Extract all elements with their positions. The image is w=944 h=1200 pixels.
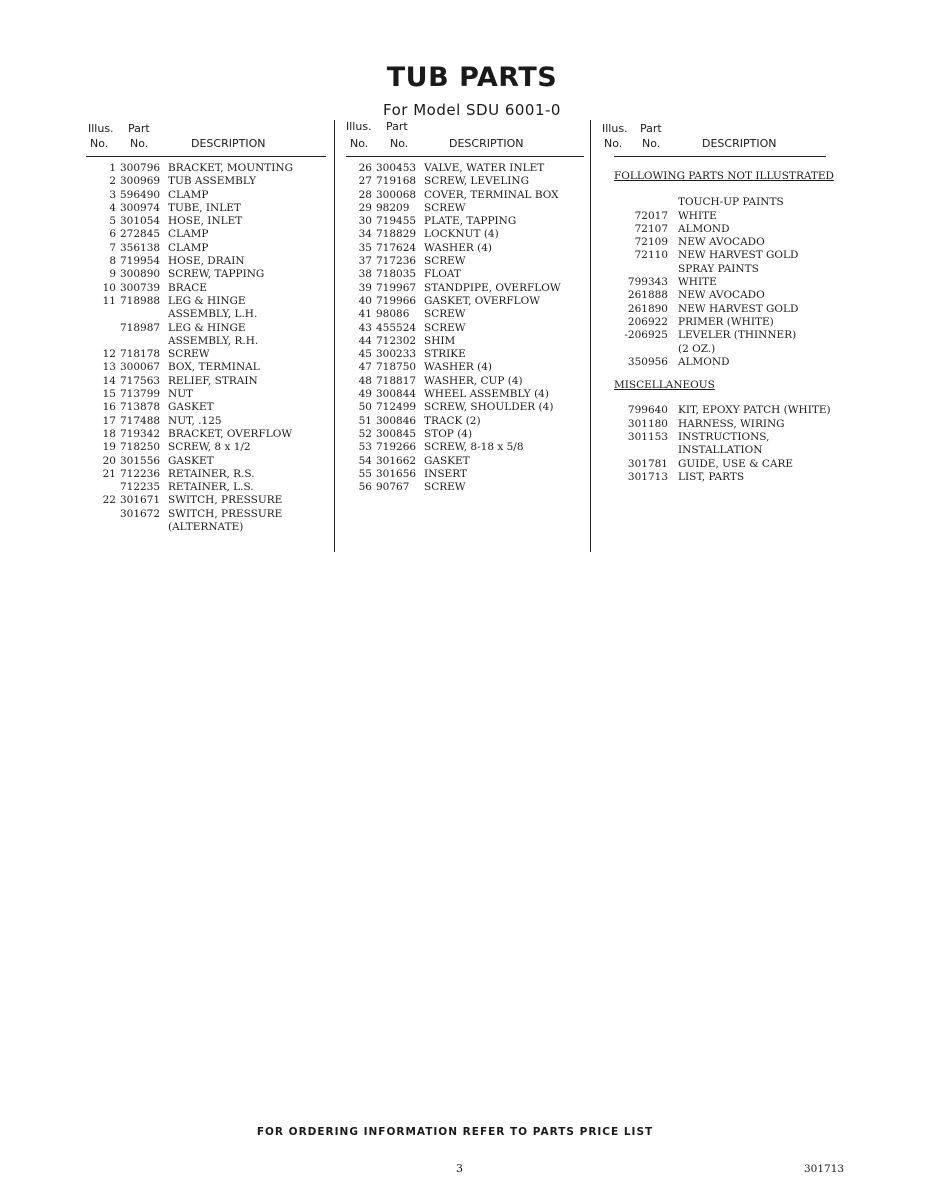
part-description: CLAMP xyxy=(168,241,209,254)
part-number: 72109 xyxy=(634,236,668,249)
table-row xyxy=(350,175,584,188)
illus-no-label: No. xyxy=(604,137,623,150)
part-number: 717563 xyxy=(120,374,161,387)
table-row xyxy=(350,308,584,321)
illus-number: 41 xyxy=(358,308,372,321)
part-number: 718750 xyxy=(376,361,417,374)
table-row xyxy=(604,249,840,262)
illus-number: 50 xyxy=(358,401,372,414)
illus-number: 28 xyxy=(358,188,372,201)
part-description: SCREW, 8-18 x 5/8 xyxy=(424,441,524,454)
part-number: 301781 xyxy=(627,457,668,470)
table-row xyxy=(604,303,840,316)
illus-number: 43 xyxy=(358,321,372,334)
table-row xyxy=(350,295,584,308)
table-row xyxy=(94,361,326,374)
part-description: SCREW xyxy=(168,348,210,361)
part-number: 300974 xyxy=(120,201,161,214)
part-number: 300845 xyxy=(376,427,417,440)
table-row xyxy=(94,175,326,188)
table-row xyxy=(94,282,326,295)
page-title: TUB PARTS xyxy=(386,62,558,93)
part-description: RELIEF, STRAIN xyxy=(168,374,258,387)
illus-number: 38 xyxy=(358,268,372,281)
table-row xyxy=(94,521,326,534)
part-number: 301153 xyxy=(627,431,668,444)
part-description: SCREW xyxy=(424,308,466,321)
part-description: RETAINER, L.S. xyxy=(168,481,254,494)
table-row xyxy=(94,308,326,321)
part-description: HARNESS, WIRING xyxy=(678,417,785,430)
table-row xyxy=(604,471,840,484)
document-number: 301713 xyxy=(804,1163,845,1175)
illus-number: 56 xyxy=(358,481,372,494)
table-row xyxy=(350,255,584,268)
table-row xyxy=(350,348,584,361)
part-description: STRIKE xyxy=(424,348,466,361)
table-row xyxy=(350,282,584,295)
part-description: WASHER (4) xyxy=(424,241,492,254)
part-description: SCREW, SHOULDER (4) xyxy=(424,401,554,414)
part-description: BRACKET, OVERFLOW xyxy=(168,427,293,440)
part-number: 719342 xyxy=(120,427,161,440)
illus-label: Illus. xyxy=(88,122,114,135)
illus-number: 20 xyxy=(102,454,116,467)
part-number: 261888 xyxy=(627,289,668,302)
table-row xyxy=(94,481,326,494)
part-number: 300796 xyxy=(120,162,161,174)
table-row xyxy=(350,242,584,255)
part-label: Part xyxy=(128,122,150,135)
part-description: BRACE xyxy=(168,281,207,294)
column-divider xyxy=(334,120,335,552)
part-label: Part xyxy=(386,120,408,133)
table-row xyxy=(350,428,584,441)
part-description: INSERT xyxy=(424,467,467,480)
table-row xyxy=(604,276,840,289)
column-header xyxy=(604,120,840,156)
illus-number: 13 xyxy=(102,361,116,374)
illus-number: 10 xyxy=(102,281,116,294)
illus-number: 12 xyxy=(102,348,116,361)
table-row xyxy=(94,295,326,308)
table-row xyxy=(350,322,584,335)
table-row xyxy=(350,202,584,215)
table-row xyxy=(350,268,584,281)
part-description: COVER, TERMINAL BOX xyxy=(424,188,559,201)
part-description: LEG & HINGE xyxy=(168,321,246,334)
table-row xyxy=(604,431,840,444)
part-description: SHIM xyxy=(424,334,456,347)
part-number: 90767 xyxy=(376,481,410,494)
table-row xyxy=(94,322,326,335)
table-row xyxy=(604,444,840,457)
illus-number: 21 xyxy=(102,467,116,480)
part-description: WASHER (4) xyxy=(424,361,492,374)
part-description: SPRAY PAINTS xyxy=(678,262,759,275)
illus-number: 5 xyxy=(109,215,116,228)
part-description: PRIMER (WHITE) xyxy=(678,315,774,328)
part-description: SCREW, 8 x 1/2 xyxy=(168,441,251,454)
illus-number: 6 xyxy=(109,228,116,241)
header-rule xyxy=(614,156,826,157)
description-label: DESCRIPTION xyxy=(702,137,777,150)
part-number: 300068 xyxy=(376,188,417,201)
part-description: LIST, PARTS xyxy=(678,470,745,483)
part-no-label: No. xyxy=(130,137,149,150)
illus-number: 8 xyxy=(109,255,116,268)
part-description: NEW AVOCADO xyxy=(678,289,765,302)
header-rule xyxy=(346,156,584,157)
table-row xyxy=(604,196,840,209)
part-description: TRACK (2) xyxy=(424,414,481,427)
part-description: FLOAT xyxy=(424,268,461,281)
page-subtitle: For Model SDU 6001-0 xyxy=(383,101,561,119)
illus-number: 1 xyxy=(109,162,116,174)
illus-number: 34 xyxy=(358,228,372,241)
section-title-not-illustrated: FOLLOWING PARTS NOT ILLUSTRATED xyxy=(614,170,834,182)
part-description: STANDPIPE, OVERFLOW xyxy=(424,281,561,294)
table-row xyxy=(604,418,840,431)
part-description: SCREW xyxy=(424,255,466,268)
parts-rows xyxy=(350,162,584,494)
part-description: SWITCH, PRESSURE xyxy=(168,507,283,520)
part-description: SCREW xyxy=(424,201,466,214)
part-description: (2 OZ.) xyxy=(678,342,716,355)
table-row xyxy=(94,162,326,175)
table-row xyxy=(350,441,584,454)
table-row xyxy=(350,401,584,414)
illus-number: 48 xyxy=(358,374,372,387)
illus-number: 29 xyxy=(358,201,372,214)
part-description: ALMOND xyxy=(678,222,730,235)
part-description: (ALTERNATE) xyxy=(168,521,244,534)
part-number: 719954 xyxy=(120,255,161,268)
part-description: CLAMP xyxy=(168,228,209,241)
column-header xyxy=(88,120,326,156)
part-number: 300453 xyxy=(376,162,417,174)
table-row xyxy=(350,455,584,468)
illus-no-label: No. xyxy=(350,137,369,150)
column-header xyxy=(346,120,584,156)
part-number: 301656 xyxy=(376,467,417,480)
table-row xyxy=(94,401,326,414)
part-number: 301054 xyxy=(120,215,161,228)
part-number: 350956 xyxy=(627,355,668,368)
part-number: 719455 xyxy=(376,215,417,228)
part-description: NUT, .125 xyxy=(168,414,222,427)
part-number: 301713 xyxy=(627,470,668,483)
part-number: 356138 xyxy=(120,241,161,254)
illus-number: 55 xyxy=(358,467,372,480)
column-divider xyxy=(590,120,591,552)
illus-number: 19 xyxy=(102,441,116,454)
part-number: 718250 xyxy=(120,441,161,454)
table-row xyxy=(94,255,326,268)
illus-number: 22 xyxy=(102,494,116,507)
table-row xyxy=(604,289,840,302)
part-no-label: No. xyxy=(390,137,409,150)
part-description: SCREW, TAPPING xyxy=(168,268,265,281)
page-number: 3 xyxy=(456,1162,463,1175)
part-description: BOX, TERMINAL xyxy=(168,361,260,374)
illus-number: 45 xyxy=(358,348,372,361)
part-number: 719168 xyxy=(376,175,417,188)
part-description: SWITCH, PRESSURE xyxy=(168,494,283,507)
part-description: TUB ASSEMBLY xyxy=(168,175,257,188)
part-description: GASKET xyxy=(424,454,470,467)
not-illustrated-section xyxy=(604,170,840,484)
part-number: 713799 xyxy=(120,388,161,401)
illus-number: 7 xyxy=(109,241,116,254)
illus-label: Illus. xyxy=(346,120,372,133)
table-row xyxy=(94,468,326,481)
table-row xyxy=(604,329,840,342)
part-number: 301662 xyxy=(376,454,417,467)
part-description: GASKET, OVERFLOW xyxy=(424,294,541,307)
part-description: HOSE, INLET xyxy=(168,215,243,228)
table-row xyxy=(94,268,326,281)
ordering-note: FOR ORDERING INFORMATION REFER TO PARTS PRICE LIST xyxy=(256,1126,654,1138)
part-number: 261890 xyxy=(627,302,668,315)
part-description: VALVE, WATER INLET xyxy=(424,162,545,174)
table-row xyxy=(350,335,584,348)
part-number: 300233 xyxy=(376,348,417,361)
table-row xyxy=(350,481,584,494)
illus-number: 15 xyxy=(102,388,116,401)
part-number: 72110 xyxy=(634,249,668,262)
table-row xyxy=(94,494,326,507)
part-description: SCREW xyxy=(424,481,466,494)
part-description: LEVELER (THINNER) xyxy=(678,329,797,342)
description-label: DESCRIPTION xyxy=(191,137,266,150)
illus-number: 4 xyxy=(109,201,116,214)
part-description: NUT xyxy=(168,388,194,401)
part-number: 596490 xyxy=(120,188,161,201)
illus-number: 47 xyxy=(358,361,372,374)
part-description: BRACKET, MOUNTING xyxy=(168,162,294,174)
illus-number: 27 xyxy=(358,175,372,188)
part-number: 301180 xyxy=(627,417,668,430)
illus-number: 35 xyxy=(358,241,372,254)
part-description: LOCKNUT (4) xyxy=(424,228,499,241)
part-description: CLAMP xyxy=(168,188,209,201)
table-row xyxy=(604,458,840,471)
part-number: 712499 xyxy=(376,401,417,414)
illus-number: 3 xyxy=(109,188,116,201)
miscellaneous-rows xyxy=(604,404,840,484)
part-description: ALMOND xyxy=(678,355,730,368)
part-number: 712302 xyxy=(376,334,417,347)
table-row xyxy=(350,375,584,388)
part-number: 300890 xyxy=(120,268,161,281)
illus-number: 26 xyxy=(358,162,372,174)
illus-number: 14 xyxy=(102,374,116,387)
part-number: 98086 xyxy=(376,308,410,321)
part-description: LEG & HINGE xyxy=(168,294,246,307)
illus-number: 40 xyxy=(358,294,372,307)
part-number: 719266 xyxy=(376,441,417,454)
table-row xyxy=(94,228,326,241)
part-description: KIT, EPOXY PATCH (WHITE) xyxy=(678,404,831,417)
illus-number: 49 xyxy=(358,388,372,401)
part-no-label: No. xyxy=(642,137,661,150)
table-row xyxy=(604,404,840,417)
part-number: 718178 xyxy=(120,348,161,361)
illus-no-label: No. xyxy=(90,137,109,150)
part-number: 272845 xyxy=(120,228,161,241)
part-description: ASSEMBLY, L.H. xyxy=(168,308,258,321)
table-row xyxy=(94,348,326,361)
part-number: 300067 xyxy=(120,361,161,374)
illus-number: 16 xyxy=(102,401,116,414)
part-number: 300846 xyxy=(376,414,417,427)
part-description: NEW AVOCADO xyxy=(678,236,765,249)
part-description: RETAINER, R.S. xyxy=(168,467,255,480)
table-row xyxy=(604,210,840,223)
table-row xyxy=(604,263,840,276)
table-row xyxy=(350,228,584,241)
part-description: SCREW, LEVELING xyxy=(424,175,530,188)
part-number: 206922 xyxy=(627,315,668,328)
part-number: 301671 xyxy=(120,494,161,507)
illus-number: 54 xyxy=(358,454,372,467)
part-number: 712236 xyxy=(120,467,161,480)
part-number: 718829 xyxy=(376,228,417,241)
part-description: STOP (4) xyxy=(424,427,473,440)
part-number: 719967 xyxy=(376,281,417,294)
table-row xyxy=(94,428,326,441)
table-row xyxy=(94,375,326,388)
header-rule xyxy=(86,156,326,157)
part-description: NEW HARVEST GOLD xyxy=(678,302,799,315)
part-description: WASHER, CUP (4) xyxy=(424,374,523,387)
part-description: ASSEMBLY, R.H. xyxy=(168,334,259,347)
part-number: 300844 xyxy=(376,388,417,401)
part-number: 717624 xyxy=(376,241,417,254)
illus-number: 30 xyxy=(358,215,372,228)
part-number: 713878 xyxy=(120,401,161,414)
part-number: 300739 xyxy=(120,281,161,294)
part-label: Part xyxy=(640,122,662,135)
part-number: 717236 xyxy=(376,255,417,268)
illus-label: Illus. xyxy=(602,122,628,135)
table-row xyxy=(94,441,326,454)
not-illustrated-rows xyxy=(604,196,840,369)
table-row xyxy=(350,162,584,175)
table-row xyxy=(94,242,326,255)
table-row xyxy=(350,388,584,401)
part-description: GASKET xyxy=(168,454,214,467)
table-row xyxy=(350,468,584,481)
part-number: 455524 xyxy=(376,321,417,334)
part-number: 300969 xyxy=(120,175,161,188)
illus-number: 18 xyxy=(102,427,116,440)
part-number: 799640 xyxy=(627,404,668,417)
part-number: -206925 xyxy=(624,329,668,342)
parts-rows xyxy=(94,162,326,534)
table-row xyxy=(350,189,584,202)
table-row xyxy=(350,215,584,228)
section-title-miscellaneous: MISCELLANEOUS xyxy=(614,379,715,392)
table-row xyxy=(604,236,840,249)
table-row xyxy=(604,356,840,369)
table-row xyxy=(94,508,326,521)
table-row xyxy=(604,343,840,356)
table-row xyxy=(604,223,840,236)
part-description: INSTRUCTIONS, xyxy=(678,431,770,444)
illus-number: 11 xyxy=(102,294,116,307)
part-number: 718817 xyxy=(376,374,417,387)
part-description: PLATE, TAPPING xyxy=(424,215,517,228)
part-description: GASKET xyxy=(168,401,214,414)
illus-number: 9 xyxy=(109,268,116,281)
part-number: 72107 xyxy=(634,222,668,235)
illus-number: 2 xyxy=(109,175,116,188)
table-row xyxy=(350,361,584,374)
part-number: 301672 xyxy=(120,507,161,520)
description-label: DESCRIPTION xyxy=(449,137,524,150)
part-number: 718988 xyxy=(120,294,161,307)
part-number: 718035 xyxy=(376,268,417,281)
table-row xyxy=(604,316,840,329)
part-number: 72017 xyxy=(634,209,668,222)
table-row xyxy=(94,415,326,428)
part-number: 719966 xyxy=(376,294,417,307)
part-description: HOSE, DRAIN xyxy=(168,255,245,268)
part-description: WHITE xyxy=(678,209,717,222)
part-number: 98209 xyxy=(376,201,410,214)
table-row xyxy=(94,335,326,348)
part-description: WHITE xyxy=(678,276,717,289)
illus-number: 44 xyxy=(358,334,372,347)
part-description: GUIDE, USE & CARE xyxy=(678,457,794,470)
part-number: 717488 xyxy=(120,414,161,427)
illus-number: 52 xyxy=(358,427,372,440)
part-number: 301556 xyxy=(120,454,161,467)
part-number: 712235 xyxy=(120,481,161,494)
illus-number: 39 xyxy=(358,281,372,294)
part-number: 799343 xyxy=(627,276,668,289)
part-description: NEW HARVEST GOLD xyxy=(678,249,799,262)
table-row xyxy=(94,455,326,468)
part-description: SCREW xyxy=(424,321,466,334)
table-row xyxy=(94,215,326,228)
part-number: 718987 xyxy=(120,321,161,334)
table-row xyxy=(94,388,326,401)
illus-number: 37 xyxy=(358,255,372,268)
illus-number: 51 xyxy=(358,414,372,427)
table-row xyxy=(94,189,326,202)
part-description: TUBE, INLET xyxy=(168,201,241,214)
part-description: TOUCH-UP PAINTS xyxy=(678,196,784,209)
table-row xyxy=(350,415,584,428)
table-row xyxy=(94,202,326,215)
illus-number: 53 xyxy=(358,441,372,454)
illus-number: 17 xyxy=(102,414,116,427)
part-description: WHEEL ASSEMBLY (4) xyxy=(424,388,549,401)
part-description: INSTALLATION xyxy=(678,444,763,457)
